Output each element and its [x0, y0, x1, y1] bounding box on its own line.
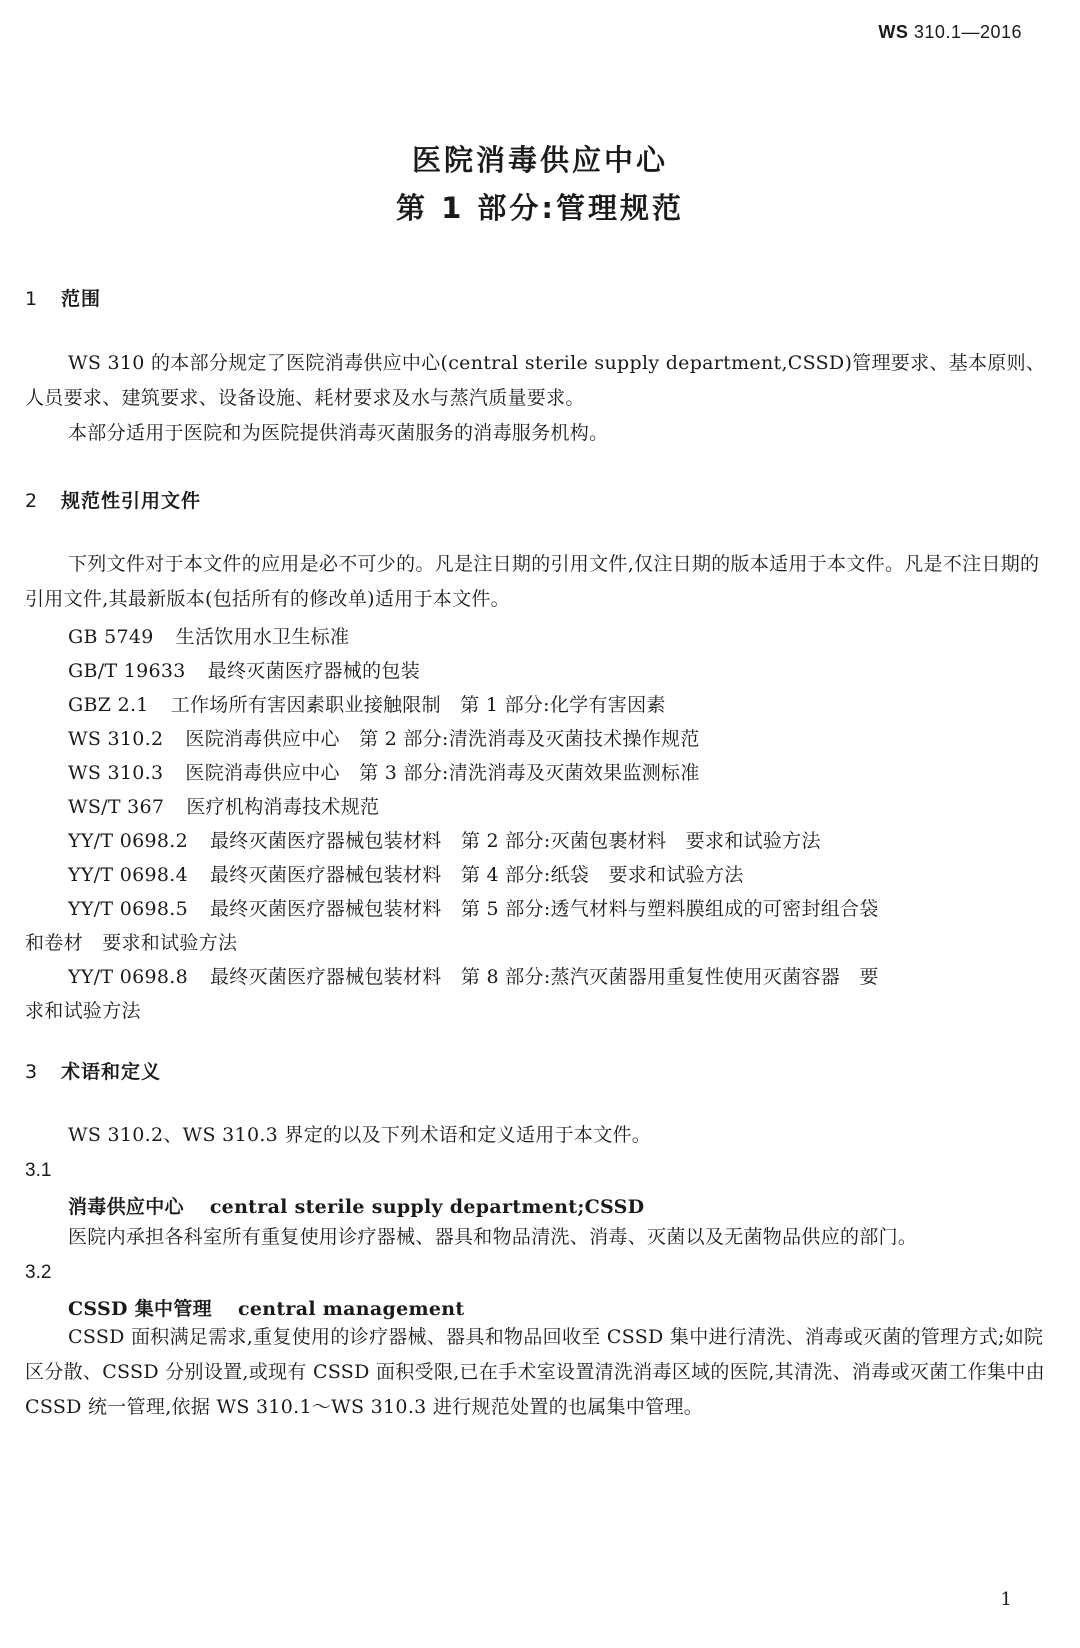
term-heading: CSSD 集中管理 central management: [68, 1298, 465, 1320]
ref-item-continuation: 和卷材 要求和试验方法: [25, 932, 238, 954]
ref-item: YY/T 0698.2 最终灭菌医疗器械包装材料 第 2 部分:灭菌包裹材料 要求和试验方法: [68, 830, 821, 852]
ref-item: WS 310.3 医院消毒供应中心 第 3 部分:清洗消毒及灭菌效果监测标准: [68, 762, 700, 784]
term-definition: CSSD 面积满足需求,重复使用的诊疗器械、器具和物品回收至 CSSD 集中进行清洗、消毒或灭菌的管理方式;如院区分散、CSSD 分别设置,或现有 CSSD 面积受限,已在手术室设置清洗消毒区域的医院,其清洗、消毒或灭菌工作集中由 CSSD 统一管理,依据 WS 310.1～WS 310.3 进行规范处置的也属集中管理。: [25, 1326, 1045, 1418]
ref-item: YY/T 0698.4 最终灭菌医疗器械包装材料 第 4 部分:纸袋 要求和试验方法: [68, 864, 744, 886]
ref-item: GBZ 2.1 工作场所有害因素职业接触限制 第 1 部分:化学有害因素: [68, 694, 666, 716]
section-2-paragraph: 下列文件对于本文件的应用是必不可少的。凡是注日期的引用文件,仅注日期的版本适用于本文件。凡是不注日期的引用文件,其最新版本(包括所有的修改单)适用于本文件。: [25, 553, 1040, 610]
page-number: 1: [1000, 1589, 1012, 1610]
document-title: 医院消毒供应中心: [411, 143, 668, 177]
term-heading: 消毒供应中心 central sterile supply department;CSSD: [68, 1196, 645, 1218]
ref-item: YY/T 0698.5 最终灭菌医疗器械包装材料 第 5 部分:透气材料与塑料膜组成的可密封组合袋: [68, 898, 879, 920]
ref-item: WS/T 367 医疗机构消毒技术规范: [68, 796, 380, 818]
section-3-heading: 3 术语和定义: [25, 1061, 162, 1083]
ref-item: YY/T 0698.8 最终灭菌医疗器械包装材料 第 8 部分:蒸汽灭菌器用重复性使用灭菌容器 要: [68, 966, 879, 988]
standard-code: WS 310.1—2016: [878, 22, 1022, 42]
section-1-heading: 1 范围: [25, 288, 102, 310]
ref-item: WS 310.2 医院消毒供应中心 第 2 部分:清洗消毒及灭菌技术操作规范: [68, 728, 700, 750]
clause-number: 3.1: [25, 1160, 52, 1181]
ref-item: GB 5749 生活饮用水卫生标准: [68, 626, 350, 648]
section-2-heading: 2 规范性引用文件: [25, 490, 202, 512]
ref-item: GB/T 19633 最终灭菌医疗器械的包装: [68, 660, 421, 682]
clause-number: 3.2: [25, 1262, 52, 1283]
section-3-paragraph: WS 310.2、WS 310.3 界定的以及下列术语和定义适用于本文件。: [68, 1124, 652, 1146]
ref-item-continuation: 求和试验方法: [25, 1000, 141, 1022]
term-definition: 医院内承担各科室所有重复使用诊疗器械、器具和物品清洗、消毒、灭菌以及无菌物品供应的部门。: [68, 1226, 918, 1248]
document-subtitle: 第 1 部分:管理规范: [396, 191, 684, 225]
section-1-paragraph-2: 本部分适用于医院和为医院提供消毒灭菌服务的消毒服务机构。: [68, 422, 609, 444]
section-1-paragraph-1: WS 310 的本部分规定了医院消毒供应中心(central sterile supply department,CSSD)管理要求、基本原则、人员要求、建筑要求、设备设施、耗材要求及水与蒸汽质量要求。: [25, 352, 1046, 409]
